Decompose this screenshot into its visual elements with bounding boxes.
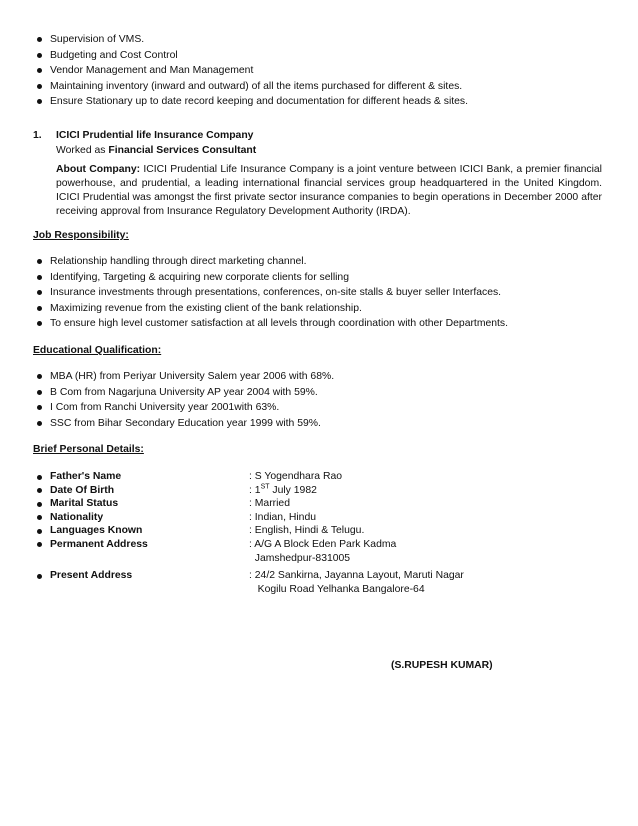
bullet-icon [37,259,42,264]
bullet-icon [37,574,42,579]
detail-row-permanent-address: Permanent Address : A/G A Block Eden Park Kadma [33,538,593,552]
bullet-icon [37,405,42,410]
list-item: MBA (HR) from Periyar University Salem year 2006 with 68%. [33,369,334,385]
list-item: Vendor Management and Man Management [33,63,468,79]
signature-name: (S.RUPESH KUMAR) [391,660,493,671]
employer-role: Financial Services Consultant [108,145,257,156]
detail-row-fathers-name: Father's Name : S Yogendhara Rao [33,470,593,484]
bullet-icon [37,306,42,311]
list-item: I Com from Ranchi University year 2001with 63%. [33,400,334,416]
detail-row-dob: Date Of Birth : 1ST July 1982 [33,484,593,498]
job-list [33,254,508,332]
bullet-icon [37,502,42,507]
bullet-icon [37,275,42,280]
bullet-icon [37,390,42,395]
detail-row-permanent-address-line2: Jamshedpur-831005 [249,552,351,564]
detail-row-marital: Marital Status : Married [33,497,593,511]
bullet-icon [37,421,42,426]
list-item: Ensure Stationary up to date record keeping and documentation for different heads & sites. [33,94,468,110]
employer-role-line: Worked as Financial Services Consultant [56,145,257,156]
list-item: Supervision of VMS. [33,32,468,48]
detail-row-languages: Languages Known : English, Hindi & Telugu. [33,524,593,538]
bullet-icon [37,542,42,547]
bullet-icon [37,374,42,379]
personal-details [33,470,593,596]
bullet-icon [37,68,42,73]
bullet-icon [37,99,42,104]
bullet-icon [37,290,42,295]
list-item: Identifying, Targeting & acquiring new corporate clients for selling [33,270,508,286]
detail-row-present-address-line2: Kogilu Road Yelhanka Bangalore-64 [249,583,425,595]
about-label: About Company: [56,164,141,175]
bullet-icon [37,37,42,42]
detail-row-present-address: Present Address : 24/2 Sankirna, Jayanna Layout, Maruti Nagar [33,569,593,583]
list-item: Relationship handling through direct marketing channel. [33,254,508,270]
list-item: Budgeting and Cost Control [33,48,468,64]
bullet-icon [37,515,42,520]
duties-list [33,32,468,110]
employer-name: ICICI Prudential life Insurance Company [56,130,254,141]
bullet-icon [37,475,42,480]
list-item: Insurance investments through presentations, conferences, on-site stalls & buyer seller Interfaces. [33,285,508,301]
bullet-icon [37,488,42,493]
list-item: SSC from Bihar Secondary Education year 1999 with 59%. [33,416,334,432]
list-item: B Com from Nagarjuna University AP year 2004 with 59%. [33,385,334,401]
bullet-icon [37,53,42,58]
about-text: ICICI Prudential Life Insurance Company is a joint venture between ICICI Bank, a premier financial powerhouse, and prudential, a leading international financial services group headquartered in the United Kingdom. ICICI Prudential was amongst the first private sector insurance companies to begin operations in December 2000 after receiving approval from Insurance Regulatory Development Authority (IRDA). [56,164,602,217]
list-item: To ensure high level customer satisfaction at all levels through coordination with other Departments. [33,316,508,332]
list-item: Maintaining inventory (inward and outward) of all the items purchased for different & sites. [33,79,468,95]
bullet-icon [37,321,42,326]
education-list [33,369,334,431]
about-company [56,163,602,219]
education-heading: Educational Qualification: [33,345,162,356]
detail-row-nationality: Nationality : Indian, Hindu [33,511,593,525]
list-item: Maximizing revenue from the existing client of the bank relationship. [33,301,508,317]
employer-number: 1. [33,130,42,141]
personal-heading: Brief Personal Details: [33,444,144,455]
bullet-icon [37,84,42,89]
job-heading: Job Responsibility: [33,230,129,241]
bullet-icon [37,529,42,534]
